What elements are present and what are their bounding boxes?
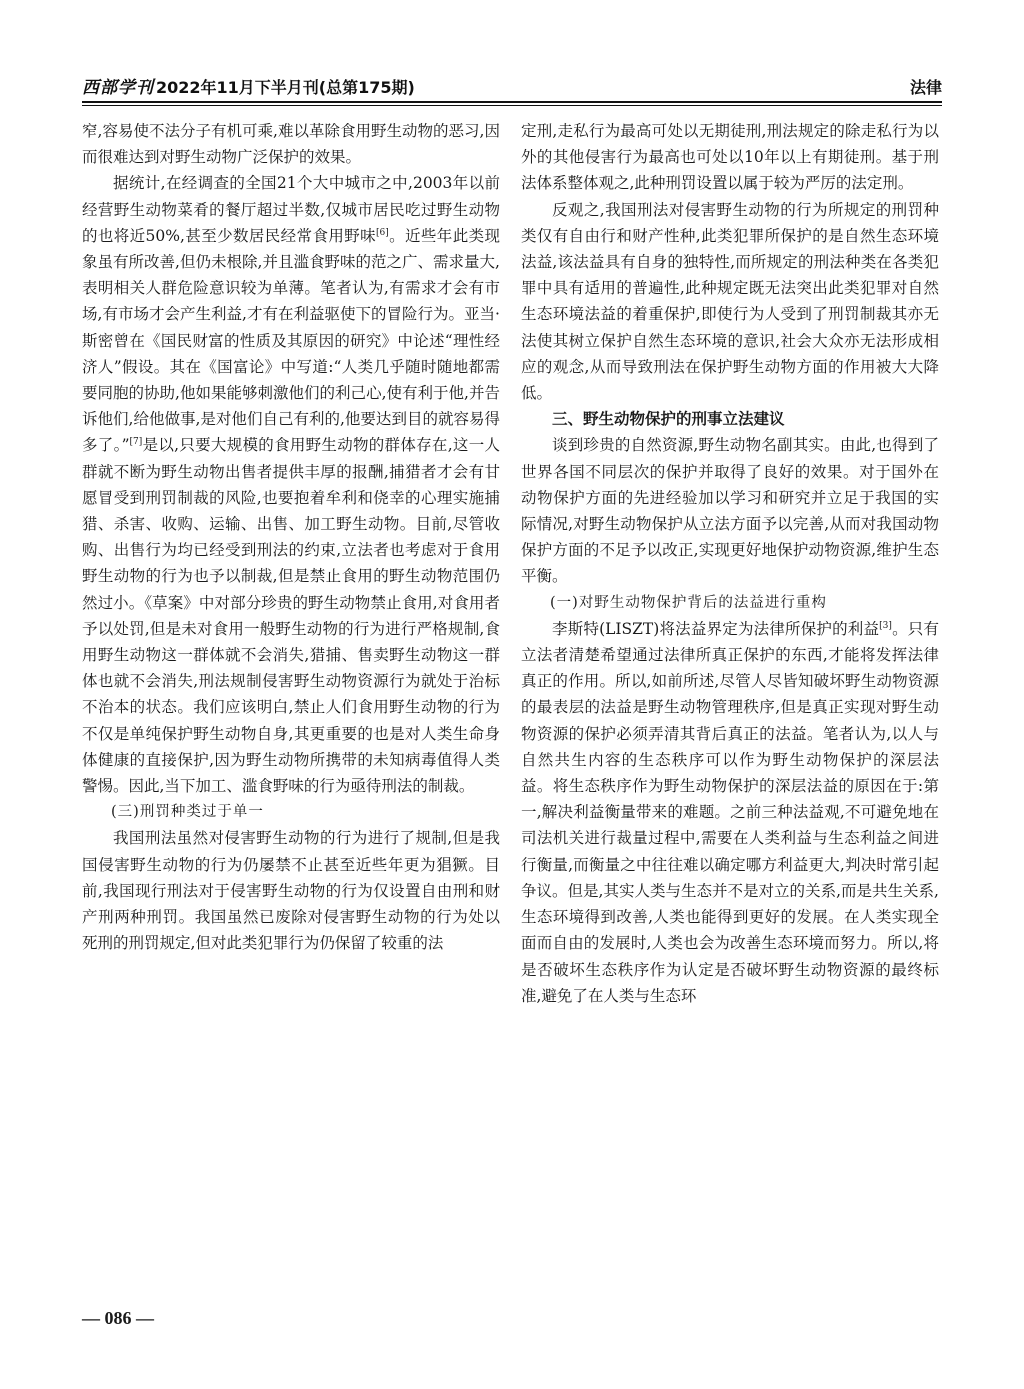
section-label: 法律 [909,78,942,97]
header-left [82,73,415,98]
paragraph-text: 。近些年此类现象虽有所改善,但仍未根除,并且滥食野味的范之广、需求量大,表明相关人群危险意识较为单薄。笔者认为,有需求才会有市场,有市场才会产生利益,才有在利益驱使下的冒险行为。亚当·斯密曾在《国民财富的性质及其原因的研究》中论述“理性经济人”假设。其在《国富论》中写道:“人类几乎随时随地都需要同胞的协助,他如果能够刺激他们的利己心,使有利于他,并告诉他们,给他做事,是对他们自己有利的,他要达到目的就容易得多了。” [82,226,500,455]
subsection-heading: (三)刑罚种类过于单一 [111,804,264,821]
paragraph: 我国刑法虽然对侵害野生动物的行为进行了规制,但是我国侵害野生动物的行为仍屡禁不止甚至近些年更为猖獗。目前,我国现行刑法对于侵害野生动物的行为仅设置自由刑和财产刑两种刑罚。我国虽然已废除对侵害野生动物的行为处以死刑的刑罚规定,但对此类犯罪行为仍保留了较重的法 [82,829,500,953]
paragraph-text: 据统计,在经调查的全国21个大中城市之中,2003年以前经营野生动物菜肴的餐厅超过半数,仅城市居民吃过野生动物的也将近50%,甚至少数居民经常食用野味 [82,174,500,245]
left-column [82,118,500,1308]
citation: [7] [129,437,143,448]
page-number: — 086 — [82,1308,154,1328]
paragraph [82,170,500,799]
citation: [3] [879,620,892,631]
header-rule-thin [82,105,942,106]
paragraph: 谈到珍贵的自然资源,野生动物名副其实。由此,也得到了世界各国不同层次的保护并取得了良好的效果。对于国外在动物保护方面的先进经验加以学习和研究并立足于我国的实际情况,对野生动物保护从立法方面予以完善,从而对我国动物保护方面的不足予以改正,实现更好地保护动物资源,维护生态平衡。 [521,436,939,586]
section-heading: 三、野生动物保护的刑事立法建议 [552,410,785,429]
right-column [521,118,939,1308]
issue-info: 2022年11月下半月刊(总第175期) [156,78,415,97]
header-rule-thick [82,101,942,103]
paragraph: 窄,容易使不法分子有机可乘,难以革除食用野生动物的恶习,因而很难达到对野生动物广泛保护的效果。 [82,122,500,167]
page-header [82,72,942,98]
paragraph-text: 。只有立法者清楚希望通过法律所真正保护的东西,才能将发挥法律真正的作用。所以,如前所述,尽管人尽皆知破坏野生动物资源的最表层的法益是野生动物管理秩序,但是真正实现对野生动物资源的保护必须弄清其背后真正的法益。笔者认为,以人与自然共生内容的生态秩序可以作为野生动物保护的深层法益。将生态秩序作为野生动物保护的深层法益的原因在于:第一,解决利益衡量带来的难题。之前三种法益观,不可避免地在司法机关进行裁量过程中,需要在人类利益与生态利益之间进行衡量,而衡量之中往往难以确定哪方利益更大,判决时常引起争议。但是,其实人类与生态并不是对立的关系,而是共生关系,生态环境得到改善,人类也能得到更好的发展。在人类实现全面而自由的发展时,人类也会为改善生态环境而努力。所以,将是否破坏生态秩序作为认定是否破坏野生动物资源的最终标准,避免了在人类与生态环 [521,619,939,1005]
citation: [6] [376,227,389,238]
paragraph: 反观之,我国刑法对侵害野生动物的行为所规定的刑罚种类仅有自由行和财产性种,此类犯罪所保护的是自然生态环境法益,该法益具有自身的独特性,而所规定的刑法种类在各类犯罪中具有适用的普遍性,此种规定既无法突出此类犯罪对自然生态环境法益的着重保护,即使行为人受到了刑罚制裁其亦无法使其树立保护自然生态环境的意识,社会大众亦无法形成相应的观念,从而导致刑法在保护野生动物方面的作用被大大降低。 [521,200,939,403]
paragraph-text: 李斯特(LISZT)将法益界定为法律所保护的利益 [552,619,880,638]
paragraph-text: 是以,只要大规模的食用野生动物的群体存在,这一人群就不断为野生动物出售者提供丰厚的报酬,捕猎者才会有甘愿冒受到刑罚制裁的风险,也要抱着牟利和侥幸的心理实施捕猎、杀害、收购、运输、出售、加工野生动物。目前,尽管收购、出售行为均已经受到刑法的约束,立法者也考虑对于食用野生动物的行为也予以制裁,但是禁止食用的野生动物范围仍然过小。《草案》中对部分珍贵的野生动物禁止食用,对食用者予以处罚,但是未对食用一般野生动物的行为进行严格规制,食用野生动物这一群体就不会消失,猎捕、售卖野生动物这一群体也就不会消失,刑法规制侵害野生动物资源行为就处于治标不治本的状态。我们应该明白,禁止人们食用野生动物的行为不仅是单纯保护野生动物自身,其更重要的也是对人类生命身体健康的直接保护,因为野生动物所携带的未知病毒值得人类警惕。因此,当下加工、滥食野味的行为亟待刑法的制裁。 [82,436,500,796]
paragraph: 定刑,走私行为最高可处以无期徒刑,刑法规定的除走私行为以外的其他侵害行为最高也可处以10年以上有期徒刑。基于刑法体系整体观之,此种刑罚设置以属于较为严厉的法定刑。 [521,122,939,193]
journal-logo: 西部学刊 [82,78,154,98]
subsection-heading: (一)对野生动物保护背后的法益进行重构 [550,594,827,611]
paragraph [521,616,939,1009]
